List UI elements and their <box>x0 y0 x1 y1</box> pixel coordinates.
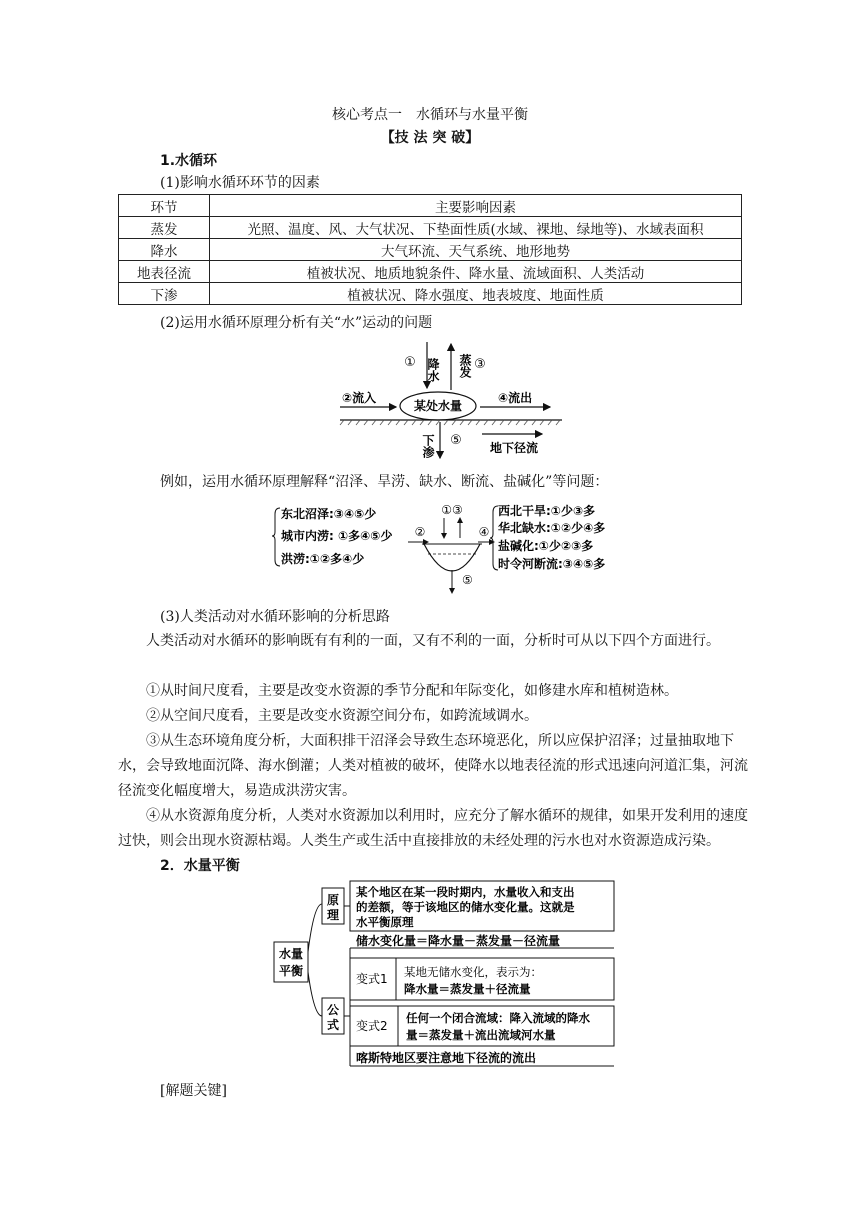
left-item: 洪涝:①②多④少 <box>281 552 365 566</box>
table-cell: 蒸发 <box>119 217 210 239</box>
top-numbers: ①③ <box>441 503 463 517</box>
subheading-human-impact: (3)人类活动对水循环影响的分析思路 <box>160 609 390 625</box>
table-header-row <box>119 195 742 217</box>
formula-main: 储水变化量＝降水量－蒸发量－径流量 <box>356 934 561 948</box>
evaporation-number: ③ <box>474 357 486 372</box>
formula-label: 公 <box>326 1003 340 1017</box>
principle-label: 原 <box>326 893 340 907</box>
right-item: 华北缺水:①②少④多 <box>498 521 606 535</box>
variant2-text: 任何一个闭合流域：降入流域的降水 <box>406 1011 590 1025</box>
outflow-label: ④流出 <box>498 391 533 405</box>
table-header-cell: 主要影响因素 <box>210 195 742 217</box>
left-item: 城市内涝: ①多④⑤少 <box>281 529 393 543</box>
table-cell: 降水 <box>119 239 210 261</box>
right-item: 西北干旱:①少③多 <box>498 504 596 518</box>
table-row <box>119 261 742 283</box>
example-text: 例如，运用水循环原理解释“沼泽、旱涝、缺水、断流、盐碱化”等问题： <box>160 474 609 490</box>
subheading-analysis: (2)运用水循环原理分析有关“水”运动的问题 <box>160 315 433 331</box>
table-row <box>119 239 742 261</box>
water-balance-mindmap <box>272 880 618 1070</box>
water-problems-diagram <box>272 498 632 596</box>
precipitation-label: 降水 <box>426 358 440 382</box>
variant1-text: 某地无储水变化，表示为： <box>404 965 542 979</box>
paragraph: ④从水资源角度分析，人类对水资源加以利用时，应充分了解水循环的规律，如果开发利用的速度过快，则会出现水资源枯竭。人类生产或生活中直接排放的未经处理的污水也对水资源造成污染。 <box>118 808 748 849</box>
right-brace <box>490 506 498 570</box>
root-label: 水量 <box>278 947 304 961</box>
basin-curve <box>424 544 480 571</box>
principle-text: 水平衡原理 <box>356 915 414 929</box>
variant1-label: 变式1 <box>356 972 388 986</box>
evaporation-label: 蒸发 <box>458 354 472 378</box>
root-label: 平衡 <box>278 964 304 978</box>
right-item: 时令河断流:③④⑤多 <box>498 557 606 571</box>
infiltration-label: 下渗 <box>421 434 435 458</box>
page-subtitle: 【技 法 突 破】 <box>380 130 480 146</box>
table-cell: 大气环流、天气系统、地形地势 <box>210 239 742 261</box>
key-points-label: [解题关键] <box>160 1083 227 1099</box>
water-balance-point-diagram <box>330 336 570 462</box>
paragraph: ③从生态环境角度分析，大面积排干沼泽会导致生态环境恶化，所以应保护沼泽；过量抽取地下水，会导致地面沉降、海水倒灌；人类对植被的破坏，使降水以地表径流的形式迅速向河道汇集，河流径流变化幅度增大，易造成洪涝灾害。 <box>118 733 748 799</box>
left-brace <box>272 508 280 566</box>
section-heading-water-balance: 2．水量平衡 <box>160 858 240 874</box>
formula-label: 式 <box>326 1018 340 1032</box>
table-row <box>119 283 742 305</box>
branch-curve-formula <box>308 972 322 1016</box>
table-header-cell: 环节 <box>119 195 210 217</box>
table-cell: 光照、温度、风、大气状况、下垫面性质(水域、裸地、绿地等)、水域表面积 <box>210 217 742 239</box>
section-heading-water-cycle: 1.水循环 <box>160 153 218 169</box>
table-row <box>119 217 742 239</box>
variant2-text: 量＝蒸发量＋流出流域河水量 <box>406 1028 556 1042</box>
principle-text: 某个地区在某一段时期内，水量收入和支出 <box>356 885 575 899</box>
principle-label: 理 <box>326 908 340 922</box>
ground-hatch <box>340 420 560 425</box>
groundwater-label: 地下径流 <box>490 441 539 455</box>
variant1-text: 降水量＝蒸发量＋径流量 <box>404 982 531 996</box>
paragraph: ②从空间尺度看，主要是改变水资源空间分布，如跨流域调水。 <box>146 708 538 724</box>
table-cell: 植被状况、降水强度、地表坡度、地面性质 <box>210 283 742 305</box>
branch-curve-principle <box>308 904 322 952</box>
variant2-label: 变式2 <box>356 1019 388 1033</box>
paragraph: 人类活动对水循环的影响既有有利的一面，又有不利的一面，分析时可从以下四个方面进行。 <box>146 633 720 649</box>
precipitation-number: ① <box>404 355 416 370</box>
table-cell: 下渗 <box>119 283 210 305</box>
water-body-label: 某处水量 <box>413 399 463 413</box>
inflow-number: ② <box>414 525 426 539</box>
bottom-number: ⑤ <box>462 573 473 587</box>
infiltration-number: ⑤ <box>450 433 462 448</box>
right-item: 盐碱化:①少②③多 <box>498 539 594 553</box>
table-cell: 植被状况、地质地貌条件、降水量、流域面积、人类活动 <box>210 261 742 283</box>
subheading-factors: (1)影响水循环环节的因素 <box>160 175 320 191</box>
paragraph: ①从时间尺度看，主要是改变水资源的季节分配和年际变化，如修建水库和植树造林。 <box>146 683 678 699</box>
principle-text: 的差额，等于该地区的储水变化量。这就是 <box>356 900 575 914</box>
karst-note: 喀斯特地区要注意地下径流的流出 <box>356 1051 537 1065</box>
inflow-label: ②流入 <box>342 391 377 405</box>
factors-table <box>118 194 742 305</box>
table-cell: 地表径流 <box>119 261 210 283</box>
outflow-number: ④ <box>478 525 490 539</box>
left-item: 东北沼泽:③④⑤少 <box>281 507 377 521</box>
page-title: 核心考点一 水循环与水量平衡 <box>332 107 528 123</box>
